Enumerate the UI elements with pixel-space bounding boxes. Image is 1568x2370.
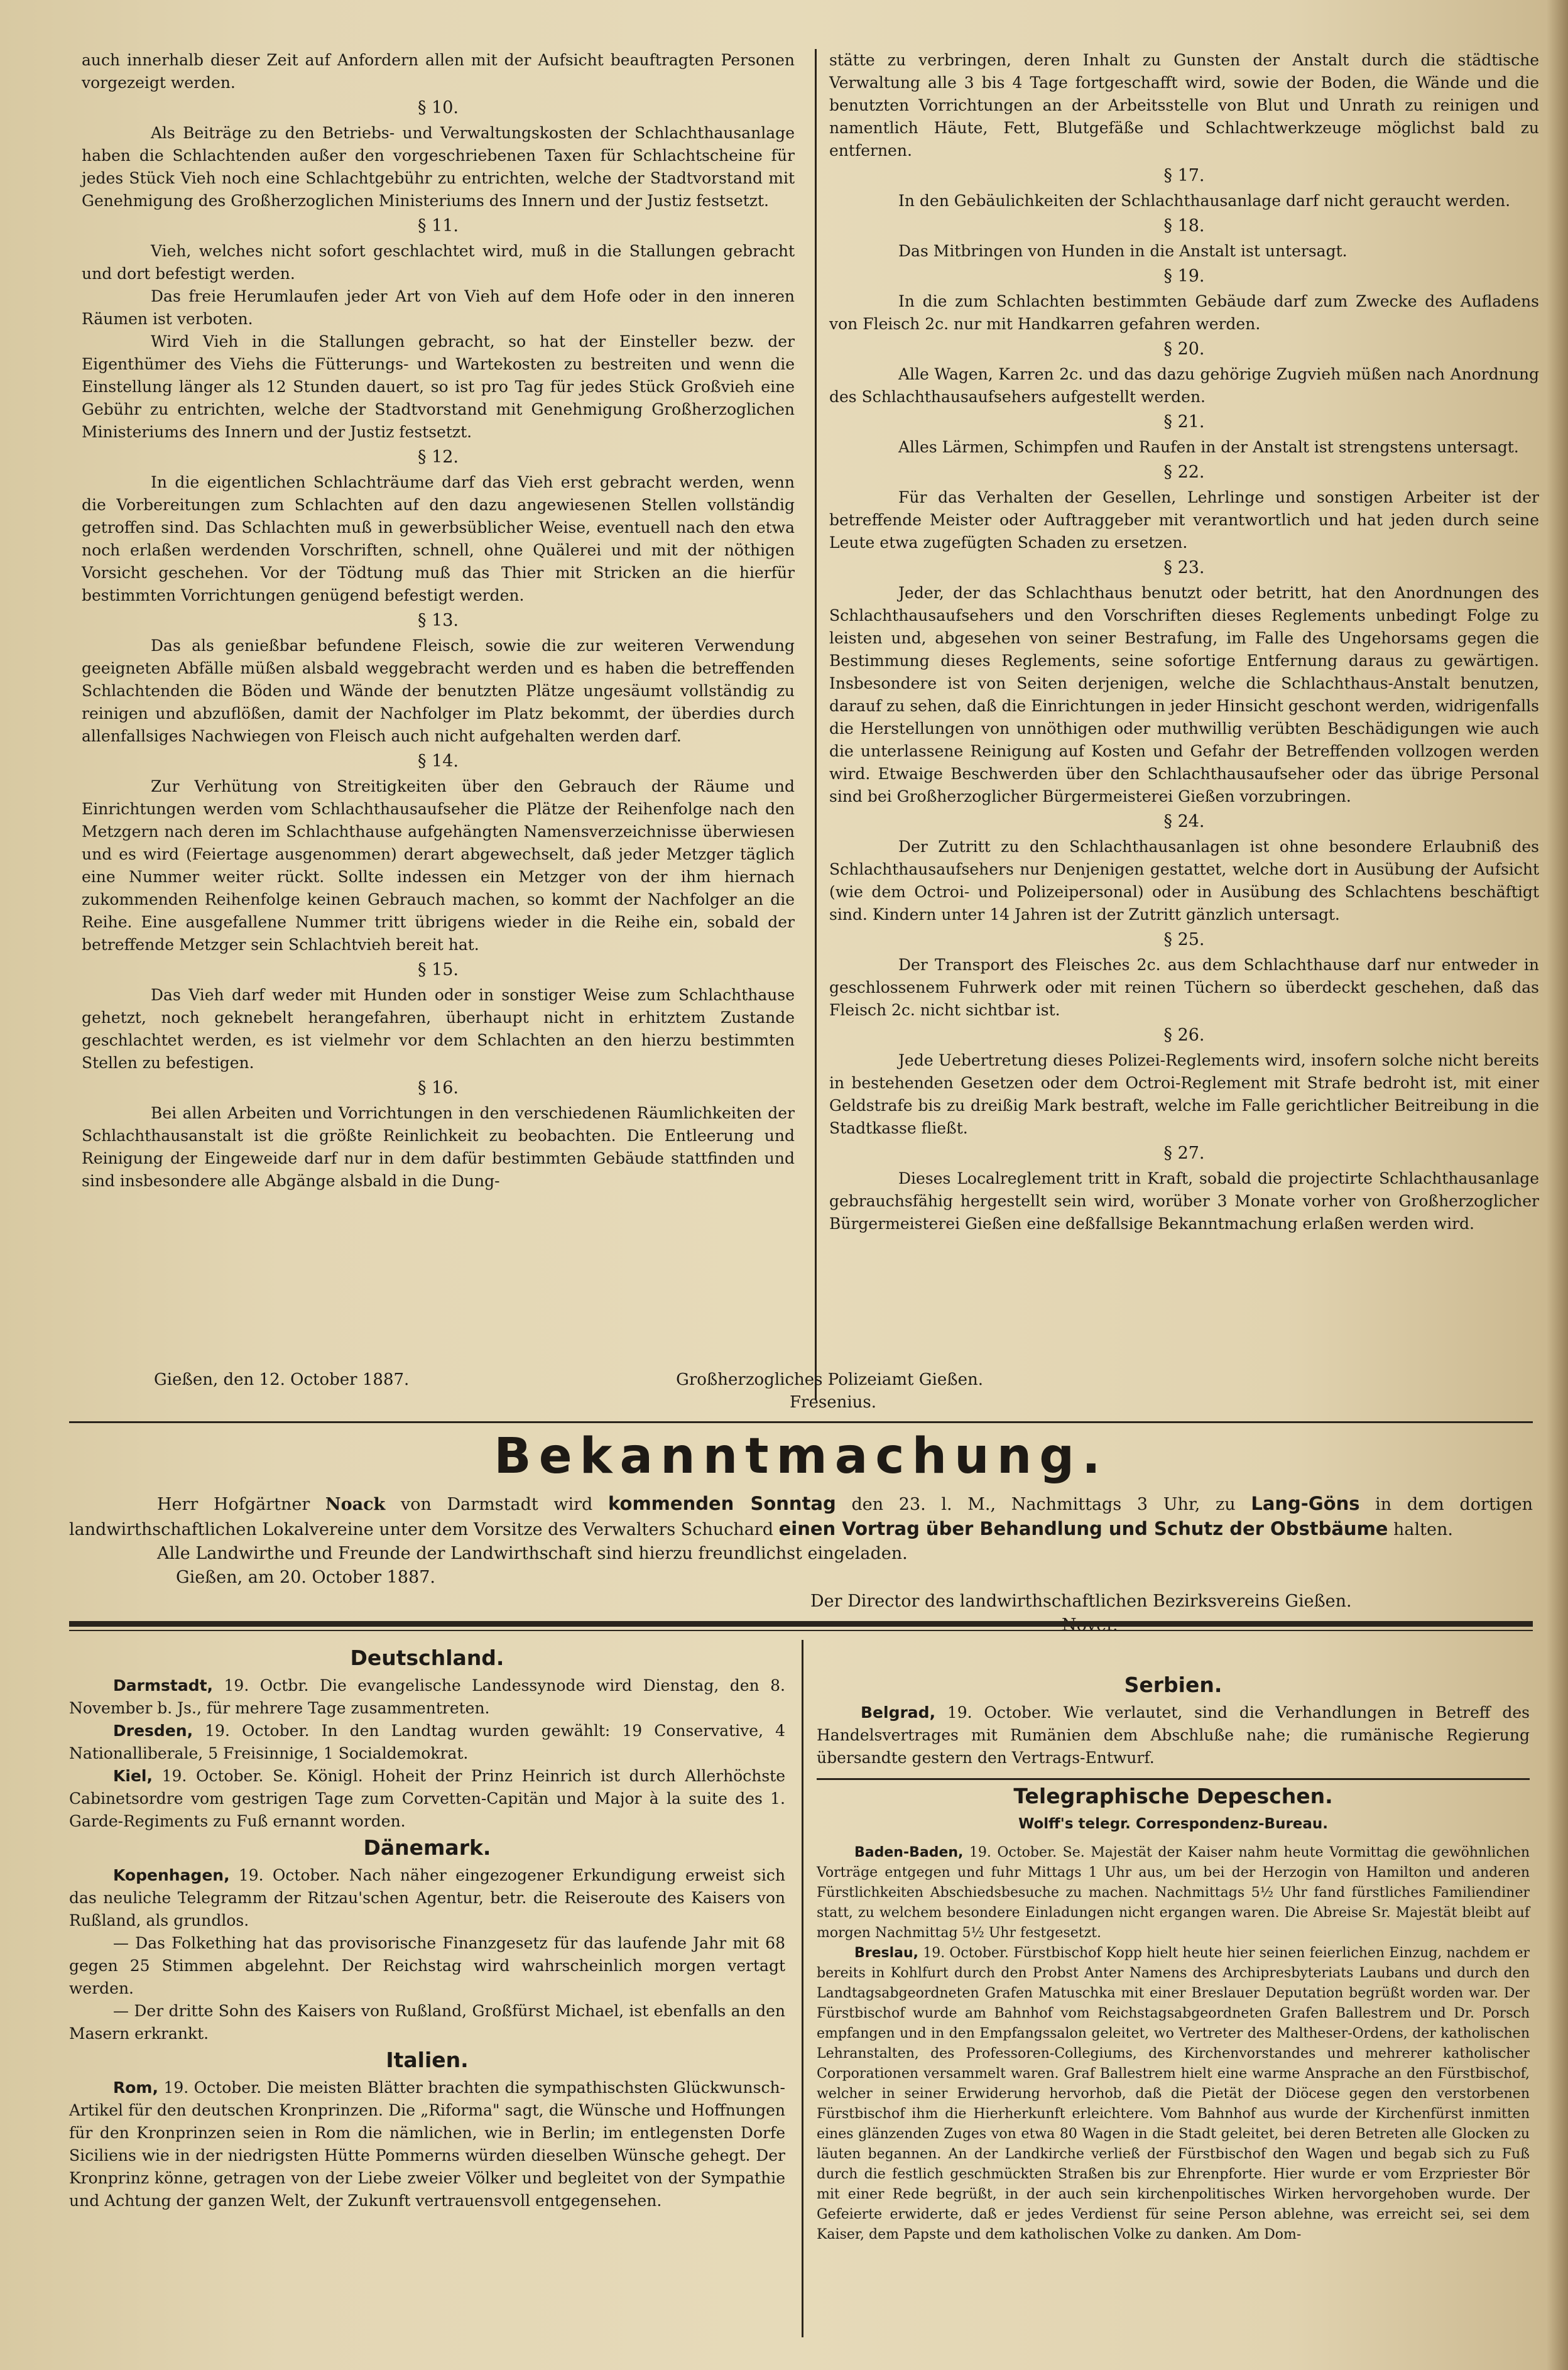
heading-italien: Italien.	[386, 2048, 469, 2072]
regulation-paragraph: Wird Vieh in die Stallungen gebracht, so hat der Einsteller bezw. der Eigenthümer des Viehs die Fütterungs- und Wartekosten zu bestreiten und wenn die Einstellung länger als 12 Stunden dauert, so ist pro Tag für jedes Stück Großvieh eine Gebühr zu entrichten, welche der Stadtvorstand mit Genehmigung Großherzoglichen Ministeriums des Innern und der Justiz festsetzt.	[82, 332, 795, 441]
news-column-divider	[802, 1640, 803, 2337]
page-edge-shadow	[1547, 0, 1568, 2370]
regulation-paragraph: Das Vieh darf weder mit Hunden oder in sonstiger Weise zum Schlachthause gehetzt, noch geknebelt herangefahren, überhaupt nicht in erhitztem Zustande geschlachtet werden, es ist vielmehr vor dem Schlachten an den hierzu bestimmten Stellen zu befestigen.	[82, 986, 795, 1072]
regulation-date: Gießen, den 12. October 1887.	[154, 1370, 410, 1389]
news-item: — Das Folkething hat das provisorische Finanzgesetz für das laufende Jahr mit 68 gegen 25 Stimmen abgelehnt. Der Reichstag wird wahrscheinlich morgen vertagt werden.	[69, 1934, 785, 1997]
regulation-left-column	[82, 49, 795, 1193]
news-item: Dresden, 19. October. In den Landtag wurden gewählt: 19 Conservative, 4 Nationalliberale, 5 Freisinnige, 1 Socialdemokrat.	[69, 1722, 786, 1762]
regulation-paragraph: Der Transport des Fleisches 2c. aus dem Schlachthause darf nur entweder in geschlossenem Fuhrwerk oder mit reinen Tüchern so überdeckt geschehen, daß das Fleisch 2c. nicht sichtbar ist.	[829, 956, 1539, 1019]
announcement	[69, 1426, 1533, 1637]
thin-separator-line	[69, 1630, 1533, 1631]
section-number: § 11.	[417, 216, 459, 236]
announcement-title: Bekanntmachung.	[494, 1428, 1108, 1485]
section-number: § 14.	[417, 751, 459, 771]
news-right-column	[817, 1670, 1530, 2245]
section-number: § 20.	[1163, 339, 1205, 359]
news-item: Kiel, 19. October. Se. Königl. Hoheit der Prinz Heinrich ist durch Allerhöchste Cabinetsordre vom gestrigen Tage zum Corvetten-Capitän und Major à la suite des 1. Garde-Regiments zu Fuß ernannt worden.	[69, 1767, 785, 1830]
regulation-right-column	[829, 49, 1539, 1235]
regulation-paragraph: Alles Lärmen, Schimpfen und Raufen in der Anstalt ist strengstens untersagt.	[898, 438, 1519, 456]
news-item: Belgrad, 19. October. Wie verlautet, sind die Verhandlungen in Betreff des Handelsvertrages mit Rumänien dem Abschluße nahe; die rumänische Regierung übersandte gestern den Vertrags-Entwurf.	[817, 1703, 1530, 1767]
section-number: § 16.	[417, 1078, 459, 1098]
regulation-paragraph: auch innerhalb dieser Zeit auf Anfordern allen mit der Aufsicht beauftragten Personen vorgezeigt werden.	[82, 51, 795, 92]
regulation-paragraph: Das Mitbringen von Hunden in die Anstalt ist untersagt.	[898, 242, 1348, 260]
regulation-paragraph: Vieh, welches nicht sofort geschlachtet wird, muß in die Stallungen gebracht und dort befestigt werden.	[82, 242, 795, 283]
regulation-authority: Großherzogliches Polizeiamt Gießen.	[676, 1370, 983, 1389]
regulation-paragraph: Bei allen Arbeiten und Vorrichtungen in den verschiedenen Räumlichkeiten der Schlachthausanstalt ist die größte Reinlichkeit zu beobachten. Die Entleerung und Reinigung der Eingeweide darf nur in dem dafür bestimmten Gebäude stattfinden und sind insbesondere alle Abgänge alsbald in die Dung-	[82, 1104, 795, 1190]
regulation-paragraph: In die eigentlichen Schlachträume darf das Vieh erst gebracht werden, wenn die Vorbereitungen zum Schlachten auf den dazu angewiesenen Stellen vollständig getroffen sind. Das Schlachten muß in gewerbsüblicher Weise, eventuell nach den etwa noch erlaßen werdenden Vorschriften, schnell, ohne Quälerei und mit der nöthigen Vorsicht geschehen. Vor der Tödtung muß das Thier mit Stricken an die hierfür bestimmten Vorrichtungen genügend befestigt werden.	[82, 473, 795, 604]
subheading-wolff-bureau: Wolff's telegr. Correspondenz-Bureau.	[1018, 1816, 1329, 1832]
thick-separator-line	[69, 1621, 1533, 1627]
heading-daenemark: Dänemark.	[363, 1835, 491, 1860]
regulation-paragraph: In den Gebäulichkeiten der Schlachthausanlage darf nicht geraucht werden.	[898, 192, 1511, 210]
announcement-authority: Der Director des landwirthschaftlichen Bezirksvereins Gießen.	[810, 1592, 1352, 1611]
regulation-paragraph: Dieses Localreglement tritt in Kraft, sobald die projectirte Schlachthausanlage gebrauchsfähig hergestellt sein wird, worüber 3 Monate vorher von Großherzoglicher Bürgermeisterei Gießen eine deßfallsige Bekanntmachung erlaßen werden wird.	[829, 1169, 1539, 1233]
announcement-paragraph: Herr Hofgärtner Noack von Darmstadt wird kommenden Sonntag den 23. l. M., Nachmittags 3 Uhr, zu Lang-Göns in dem dortigen landwirthschaftlichen Lokalvereine unter dem Vorsitze des Verwalters Schuchard einen Vortrag über Behandlung und Schutz der Obstbäume halten.	[69, 1493, 1533, 1539]
heading-telegraphische-depeschen: Telegraphische Depeschen.	[1013, 1784, 1333, 1808]
regulation-paragraph: Jede Uebertretung dieses Polizei-Reglements wird, insofern solche nicht bereits in bestehenden Gesetzen oder dem Octroi-Reglement mit Strafe bedroht ist, mit einer Geldstrafe bis zu dreißig Mark bestraft, welche im Falle gerichtlicher Beitreibung in die Stadtkasse fließt.	[829, 1051, 1539, 1137]
section-number: § 26.	[1163, 1025, 1205, 1045]
announcement-invitation: Alle Landwirthe und Freunde der Landwirthschaft sind hierzu freundlichst eingeladen.	[157, 1544, 908, 1563]
regulation-paragraph: Für das Verhalten der Gesellen, Lehrlinge und sonstigen Arbeiter ist der betreffende Meister oder Auftraggeber mit verantwortlich und hat jeden durch seine Leute etwa zugefügten Schaden zu ersetzen.	[829, 488, 1539, 552]
separator-line	[69, 1421, 1533, 1423]
section-number: § 21.	[1163, 412, 1205, 432]
section-number: § 27.	[1163, 1144, 1205, 1163]
news-item: Baden-Baden, 19. October. Se. Majestät der Kaiser nahm heute Vormittag die gewöhnlichen Vorträge entgegen und fuhr Mittags 1 Uhr aus, um bei der Herzogin von Hamilton und anderen Fürstlichkeiten Abschiedsbesuche zu machen. Nachmittags 5½ Uhr fand fürstliches Familiendiner statt, zu welchem besondere Einladungen nicht ergangen waren. Die Abreise Sr. Majestät bleibt auf morgen Nachmittag 5½ Uhr festgesetzt.	[817, 1845, 1530, 1941]
section-number: § 13.	[417, 611, 459, 630]
section-number: § 25.	[1163, 930, 1205, 949]
news-item: — Der dritte Sohn des Kaisers von Rußland, Großfürst Michael, ist ebenfalls an den Masern erkrankt.	[69, 2002, 785, 2043]
news-left-column	[69, 1643, 785, 2212]
regulation-paragraph: Alle Wagen, Karren 2c. und das dazu gehörige Zugvieh müßen nach Anordnung des Schlachthausaufsehers aufgestellt werden.	[829, 365, 1539, 406]
regulation-paragraph: Zur Verhütung von Streitigkeiten über den Gebrauch der Räume und Einrichtungen werden vom Schlachthausaufseher die Plätze der Reihenfolge nach den Metzgern nach deren im Schlachthause aufgehängten Namensverzeichnisse überwiesen und es wird (Feiertage ausgenommen) derart abgewechselt, daß jeder Metzger täglich eine Nummer weiter rückt. Sollte indessen ein Metzger von der ihm hiernach zukommenden Reihenfolge keinen Gebrauch machen, so kommt der Nachfolger an die Reihe. Eine ausgefallene Nummer tritt übrigens wieder in die Reihe ein, sobald der betreffende Metzger sein Schlachtvieh bereit hat.	[82, 777, 795, 954]
regulation-paragraph: Jeder, der das Schlachthaus benutzt oder betritt, hat den Anordnungen des Schlachthausaufsehers und den Vorschriften dieses Reglements unbedingt Folge zu leisten und, abgesehen von seiner Bestrafung, im Falle des Ungehorsams gegen die Bestimmung dieses Reglements, seine sofortige Entfernung daraus zu gewärtigen. Insbesondere ist von Seiten derjenigen, welche die Schlachthaus-Anstalt benutzen, darauf zu sehen, daß die Einrichtungen in jeder Hinsicht geschont werden, widrigenfalls die Herstellungen von unnöthigen oder muthwillig verübten Beschädigungen wie auch die unterlassene Reinigung auf Kosten und Gefahr der Betreffenden vollzogen werden wird. Etwaige Beschwerden über den Schlachthausaufseher oder das übrige Personal sind bei Großherzoglicher Bürgermeisterei Gießen vorzubringen.	[829, 584, 1539, 805]
column-divider	[815, 49, 817, 1400]
section-number: § 19.	[1163, 266, 1205, 286]
section-number: § 15.	[417, 960, 459, 980]
announcement-date: Gießen, am 20. October 1887.	[176, 1568, 435, 1587]
regulation-paragraph: Als Beiträge zu den Betriebs- und Verwaltungskosten der Schlachthausanlage haben die Schlachtenden außer den vorgeschriebenen Taxen für Schlachtscheine für jedes Stück Vieh noch eine Schlachtgebühr zu entrichten, welche der Stadtvorstand mit Genehmigung des Großherzoglichen Ministeriums des Innern und der Justiz festsetzt.	[82, 124, 795, 210]
news-item: Darmstadt, 19. Octbr. Die evangelische Landessynode wird Dienstag, den 8. November b. Js., für mehrere Tage zusammentreten.	[69, 1676, 785, 1717]
section-number: § 23.	[1163, 558, 1205, 577]
regulation-signature	[154, 1368, 983, 1414]
regulation-paragraph: Das freie Herumlaufen jeder Art von Vieh auf dem Hofe oder in den inneren Räumen ist verboten.	[82, 287, 795, 328]
heading-serbien: Serbien.	[1124, 1673, 1222, 1697]
section-number: § 12.	[417, 447, 459, 467]
news-item: Rom, 19. October. Die meisten Blätter brachten die sympathischsten Glückwunsch-Artikel für den deutschen Kronprinzen. Die „Riforma" sagt, die Wünsche und Hoffnungen für den Kronprinzen seien in Rom die nämlichen, wie in Berlin; im entlegensten Dorfe Siciliens wie in der niedrigsten Hütte Pommerns würden dieselben Wünsche gehegt. Der Kronprinz könne, getragen von der Liebe zweier Völker und begleitet von der Sympathie und Achtung der ganzen Welt, der Zukunft vertrauensvoll entgegensehen.	[69, 2078, 785, 2210]
regulation-signer: Fresenius.	[790, 1393, 876, 1412]
heading-deutschland: Deutschland.	[350, 1646, 504, 1670]
section-number: § 24.	[1163, 812, 1205, 831]
regulation-paragraph: Das als genießbar befundene Fleisch, sowie die zur weiteren Verwendung geeigneten Abfälle müßen alsbald weggebracht werden und es haben die betreffenden Schlachtenden die Böden und Wände der benutzten Plätze ungesäumt vollständig zu reinigen und abzuflößen, damit der Nachfolger im Platz bekommt, der überdies durch allenfallsiges Nachwiegen von Fleisch auch nicht aufgehalten werden darf.	[82, 636, 795, 745]
regulation-paragraph: In die zum Schlachten bestimmten Gebäude darf zum Zwecke des Aufladens von Fleisch 2c. nur mit Handkarren gefahren werden.	[829, 292, 1539, 333]
regulation-paragraph: stätte zu verbringen, deren Inhalt zu Gunsten der Anstalt durch die städtische Verwaltung alle 3 bis 4 Tage fortgeschafft wird, sowie der Boden, die Wände und die benutzten Vorrichtungen an der Arbeitsstelle von Blut und Unrath zu reinigen und namentlich Häute, Fett, Blutgefäße und Schlachtwerkzeuge möglichst bald zu entfernen.	[829, 51, 1539, 160]
regulation-paragraph: Der Zutritt zu den Schlachthausanlagen ist ohne besondere Erlaubniß des Schlachthausaufsehers nur Denjenigen gestattet, welche dort in Ausübung der Aufsicht (wie dem Octroi- und Polizeipersonal) oder in Ausübung des Schlachtens beschäftigt sind. Kindern unter 14 Jahren ist der Zutritt gänzlich untersagt.	[829, 838, 1539, 924]
news-item: Breslau, 19. October. Fürstbischof Kopp hielt heute hier seinen feierlichen Einzug, nachdem er bereits in Kohlfurt durch den Probst Anter Namens des Archipresbyteriats Laubans und durch den Landtagsabgeordneten Grafen Matuschka mit einer Breslauer Deputation begrüßt worden war. Der Fürstbischof wurde am Bahnhof vom Reichstagsabgeordneten Grafen Ballestrem und Dr. Porsch empfangen und in den Empfangssalon geleitet, wo Vertreter des Maltheser-Ordens, der katholischen Lehranstalten, des Professoren-Collegiums, des Kirchenvorstandes und mehrerer katholischer Corporationen versammelt waren. Graf Ballestrem hielt eine warme Ansprache an den Fürstbischof, welcher in seiner Erwiderung hervorhob, daß die Pietät der Diöcese gegen den verstorbenen Fürstbischof ihm die Hierherkunft erleichtere. Vom Bahnhof aus wurde der Kirchenfürst inmitten eines glänzenden Zuges von etwa 80 Wagen in die Stadt geleitet, bei deren Betreten alle Glocken zu läuten begannen. An der Landkirche verließ der Fürstbischof den Wagen und begab sich zu Fuß durch die festlich geschmückten Straßen bis zur Ehrenpforte. Hier wurde er vom Erzpriester Bör mit einer Rede begrüßt, in der auch sein kirchenpolitisches Wirken hervorgehoben wurde. Der Gefeierte erwiderte, daß er jedes Verdienst für seine Person ablehne, was erreicht sei, sei dem Kaiser, dem Papste und dem katholischen Volke zu danken. Am Dom-	[817, 1945, 1530, 2242]
section-number: § 10.	[417, 98, 459, 117]
news-item: Kopenhagen, 19. October. Nach näher eingezogener Erkundigung erweist sich das neuliche Telegramm der Ritzau'schen Agentur, betr. die Reiseroute des Kaisers von Rußland, als grundlos.	[69, 1866, 785, 1930]
section-rule	[817, 1778, 1530, 1780]
section-number: § 22.	[1163, 462, 1205, 482]
section-number: § 17.	[1163, 166, 1205, 185]
section-number: § 18.	[1163, 216, 1205, 236]
